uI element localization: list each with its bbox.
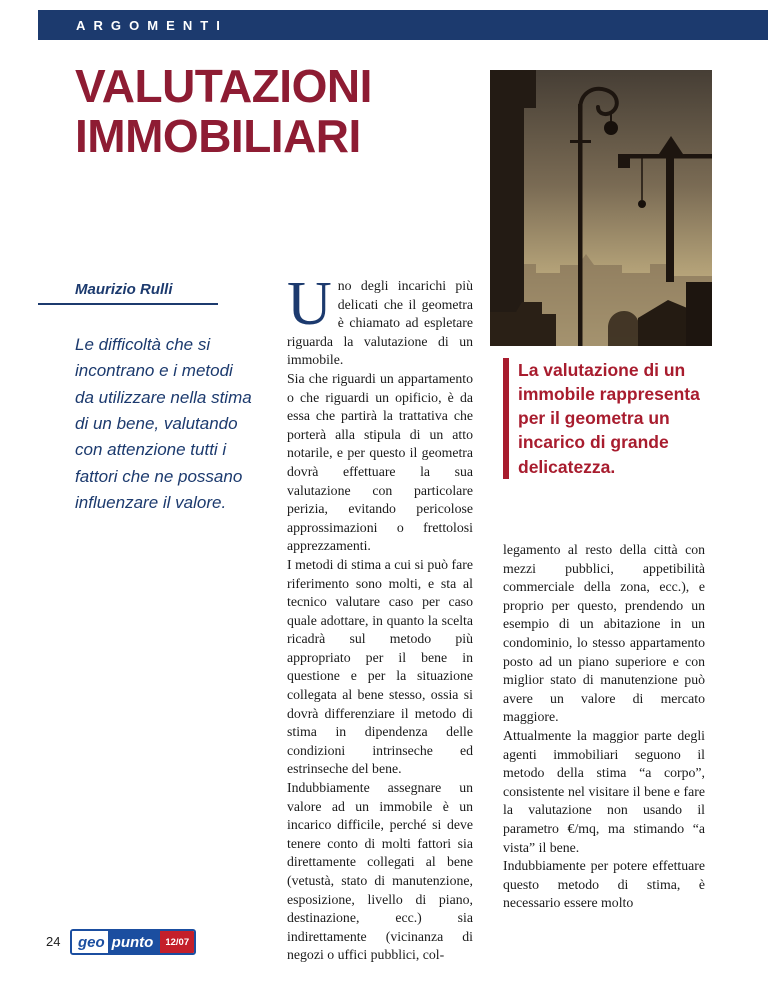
body-column-2 [503, 541, 705, 913]
article-intro: Le difficoltà che si incontrano e i metodi da utilizzare nella stima di un bene, valutando con attenzione tutti i fattori che ne possano influenzare il valore. [75, 335, 252, 513]
article-title-line2: IMMOBILIARI [75, 109, 361, 162]
pull-quote [503, 358, 708, 479]
paragraph: legamento al resto della città con mezzi pubblici, appetibilità commerciale della zona, ecc.), e proprio per questo, prendendo un esempio di un abitazione in un condominio, lo stesso appartamento posto ad un piano superiore e con miglior stato di manutenzione può avere un valore di mercato maggiore. [503, 542, 705, 725]
paragraph-text: no degli incarichi più delicati che il geometra è chiamato ad espletare riguarda la valutazione di un immobile. [287, 278, 473, 368]
paragraph: Attualmente la maggior parte degli agenti immobiliari seguono il metodo della stima “a corpo”, consistente nel visitare il bene e fare la valutazione non usando il parametro €/mq, ma stimando “a vista” il bene. [503, 727, 705, 855]
paragraph: I metodi di stima a cui si può fare riferimento sono molti, e sta al tecnico valutare caso per caso quale adottare, in quanto la scelta ricadrà sul metodo più appropriato per il bene in questione e per la situazione collegata al bene stesso, ossia si dovrà differenziare il metodo di stima in dipendenza delle condizioni intrinseche ed estrinseche del bene. [287, 556, 473, 777]
crane-silhouette-illustration [490, 70, 712, 346]
logo-punto-text: punto [108, 931, 161, 953]
section-title: ARGOMENTI [76, 17, 228, 33]
paragraph: Sia che riguardi un appartamento o che riguardi un opificio, è da essa che partirà la trattativa che porterà alla stipula di un atto notarile, e per questo il geometra dovrà effettuare la sua valutazione con particolare perizia, evitando pericolose approssimazioni o frettolosi apprezzamenti. [287, 370, 473, 554]
author-name: Maurizio Rulli [75, 281, 173, 298]
pull-quote-text: La valutazione di un immobile rappresenta per il geometra un incarico di grande delicatezza. [518, 360, 700, 477]
lamp-globe [604, 121, 618, 135]
crane-hook-ball [638, 200, 646, 208]
article-title [75, 62, 372, 161]
author-divider-rule [38, 303, 218, 305]
logo-geo-text: geo [72, 931, 108, 953]
paragraph: Indubbiamente assegnare un valore ad un immobile è un incarico difficile, perché si deve tenere conto di molti fattori sia direttamente collegati al bene (vetustà, stato di manutenzione, esposizione, livello di piano, destinazione, ecc.) sia indirettamente (vicinanza di negozi o uffici pubblici, col- [287, 780, 473, 963]
paragraph: Indubbiamente per potere effettuare questo metodo di stima, è necessario essere molto [503, 858, 705, 911]
crane-counterweight [618, 158, 630, 168]
paragraph [287, 270, 473, 370]
article-title-line1: VALUTAZIONI [75, 60, 372, 112]
pull-quote-accent-bar [503, 358, 509, 479]
right-building-silhouette [686, 282, 712, 346]
logo-issue-badge: 12/07 [160, 931, 194, 953]
section-header-bar [38, 10, 768, 40]
crane-tower [666, 154, 674, 282]
drop-cap: U [287, 270, 332, 338]
lamp-crossbar [570, 140, 591, 143]
article-photo [490, 70, 712, 346]
page-number: 24 [46, 934, 61, 949]
crane-jib [618, 154, 712, 159]
body-column-1 [287, 270, 473, 965]
geopunto-logo [70, 929, 196, 955]
